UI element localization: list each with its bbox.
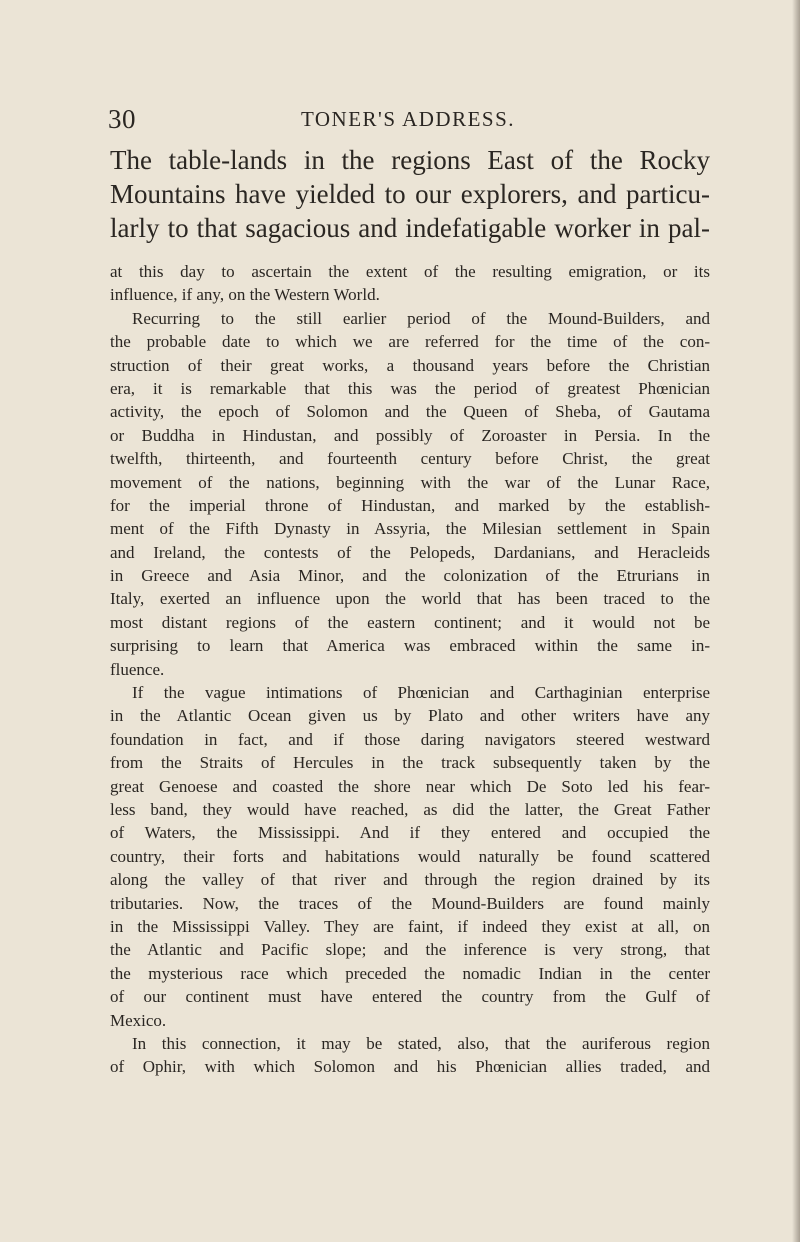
text-line: country, their forts and habitations would naturally be found scattered — [110, 846, 710, 866]
text-line: at this day to ascertain the extent of the resulting emigration, or its — [110, 262, 710, 281]
text-line: less band, they would have reached, as did the latter, the Great Father — [110, 799, 710, 819]
text-line: twelfth, thirteenth, and fourteenth century before Christ, the great — [110, 449, 710, 469]
text-line: in the Mississippi Valley. They are faint, if indeed they exist at all, on — [110, 916, 710, 936]
page-edge-shadow — [792, 0, 800, 1242]
intro-paragraph — [110, 143, 710, 245]
text-line: from the Straits of Hercules in the track subsequently taken by the — [110, 753, 710, 773]
text-line: Mexico. — [110, 1010, 167, 1030]
page-number: 30 — [108, 104, 136, 134]
intro-line: Mountains have yielded to our explorers, and particu- — [110, 179, 710, 209]
text-line: or Buddha in Hindustan, and possibly of Zoroaster in Persia. In the — [110, 425, 710, 445]
text-line: tributaries. Now, the traces of the Mound-Builders are found mainly — [110, 893, 710, 913]
intro-line: The table-lands in the regions East of the Rocky — [110, 145, 710, 175]
text-line: foundation in fact, and if those daring navigators steered westward — [110, 729, 710, 749]
text-line: the Atlantic and Pacific slope; and the inference is very strong, that — [110, 940, 710, 960]
text-line: of Waters, the Mississippi. And if they entered and occupied the — [110, 823, 710, 843]
text-line: movement of the nations, beginning with the war of the Lunar Race, — [110, 472, 710, 492]
text-line: struction of their great works, a thousand years before the Christian — [110, 355, 710, 375]
text-line: for the imperial throne of Hindustan, and marked by the establish- — [110, 495, 710, 515]
text-line: influence, if any, on the Western World. — [110, 285, 380, 305]
text-line: of Ophir, with which Solomon and his Phœnician allies traded, and — [110, 1057, 710, 1077]
text-line: If the vague intimations of Phœnician and Carthaginian enterprise — [132, 683, 710, 703]
text-line: in the Atlantic Ocean given us by Plato and other writers have any — [110, 706, 710, 726]
intro-line: larly to that sagacious and indefatigable worker in pal- — [110, 213, 710, 243]
text-line: Recurring to the still earlier period of the Mound-Builders, and — [132, 308, 710, 328]
text-line: ment of the Fifth Dynasty in Assyria, the Milesian settlement in Spain — [110, 519, 710, 539]
text-line: in Greece and Asia Minor, and the colonization of the Etrurians in — [110, 566, 710, 586]
text-line: In this connection, it may be stated, also, that the auriferous region — [132, 1033, 710, 1053]
running-head: TONER'S ADDRESS. — [300, 107, 516, 131]
text-line: Italy, exerted an influence upon the world that has been traced to the — [110, 589, 710, 609]
text-line: fluence. — [110, 659, 165, 679]
text-line: the probable date to which we are referred for the time of the con- — [110, 332, 710, 352]
text-line: the mysterious race which preceded the nomadic Indian in the center — [110, 963, 710, 983]
text-line: activity, the epoch of Solomon and the Queen of Sheba, of Gautama — [110, 402, 710, 422]
text-line: surprising to learn that America was embraced within the same in- — [110, 636, 710, 656]
text-line: most distant regions of the eastern continent; and it would not be — [110, 612, 710, 632]
text-line: great Genoese and coasted the shore near which De Soto led his fear- — [110, 776, 710, 796]
body-text — [110, 260, 710, 1079]
page-header — [108, 104, 708, 134]
text-line: along the valley of that river and through the region drained by its — [110, 870, 710, 890]
text-line: era, it is remarkable that this was the period of greatest Phœnician — [110, 378, 710, 398]
text-line: of our continent must have entered the country from the Gulf of — [110, 987, 710, 1007]
text-line: and Ireland, the contests of the Pelopeds, Dardanians, and Heracleids — [110, 542, 710, 562]
